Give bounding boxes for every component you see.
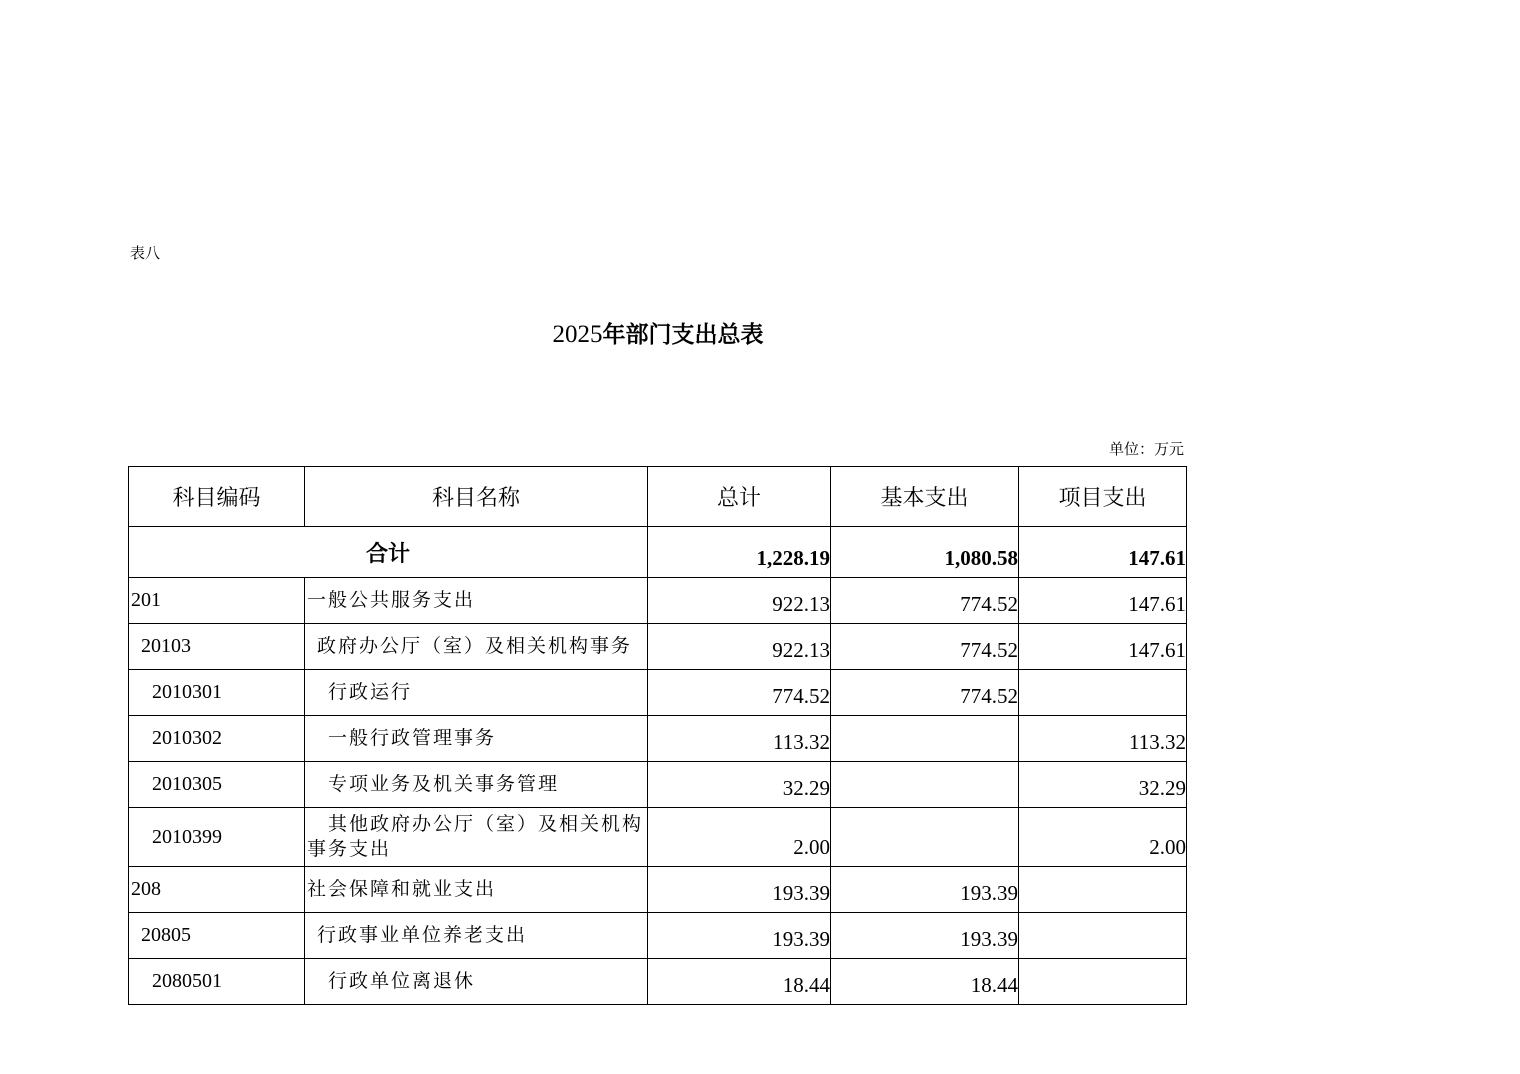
row-code: 201 (129, 578, 305, 624)
row-name: 一般行政管理事务 (305, 716, 648, 762)
unit-label: 单位：万元 (1108, 440, 1184, 458)
row-basic: 193.39 (831, 913, 1019, 959)
row-project (1019, 867, 1187, 913)
total-project: 147.61 (1019, 527, 1187, 578)
row-total: 922.13 (648, 578, 831, 624)
total-basic: 1,080.58 (831, 527, 1019, 578)
row-name: 专项业务及机关事务管理 (305, 762, 648, 808)
table-row (129, 762, 1187, 808)
row-basic (831, 716, 1019, 762)
header-code: 科目编码 (129, 467, 305, 527)
row-project: 147.61 (1019, 624, 1187, 670)
row-basic: 774.52 (831, 670, 1019, 716)
row-total: 922.13 (648, 624, 831, 670)
row-total: 193.39 (648, 867, 831, 913)
row-total: 774.52 (648, 670, 831, 716)
document-title (0, 316, 1316, 349)
row-project (1019, 959, 1187, 1005)
row-project (1019, 913, 1187, 959)
header-row (129, 467, 1187, 527)
table-row (129, 716, 1187, 762)
row-total: 2.00 (648, 808, 831, 867)
row-basic (831, 808, 1019, 867)
table-row (129, 867, 1187, 913)
row-code: 20103 (129, 624, 305, 670)
row-code: 208 (129, 867, 305, 913)
row-basic: 18.44 (831, 959, 1019, 1005)
row-project: 32.29 (1019, 762, 1187, 808)
row-total: 193.39 (648, 913, 831, 959)
row-total: 113.32 (648, 716, 831, 762)
row-name: 政府办公厅（室）及相关机构事务 (305, 624, 648, 670)
row-project: 2.00 (1019, 808, 1187, 867)
table-row (129, 578, 1187, 624)
row-project: 113.32 (1019, 716, 1187, 762)
row-code: 2080501 (129, 959, 305, 1005)
table-label: 表八 (130, 244, 161, 262)
row-code: 2010399 (129, 808, 305, 867)
table-row (129, 624, 1187, 670)
row-code: 2010301 (129, 670, 305, 716)
table-row (129, 808, 1187, 867)
row-total: 32.29 (648, 762, 831, 808)
row-basic: 774.52 (831, 624, 1019, 670)
row-name: 一般公共服务支出 (305, 578, 648, 624)
row-code: 20805 (129, 913, 305, 959)
row-basic (831, 762, 1019, 808)
row-name: 社会保障和就业支出 (305, 867, 648, 913)
header-basic: 基本支出 (831, 467, 1019, 527)
row-name-line2: 事务支出 (307, 838, 392, 860)
row-total: 18.44 (648, 959, 831, 1005)
total-label: 合计 (129, 527, 648, 578)
row-name-line1: 其他政府办公厅（室）及相关机构 (328, 813, 644, 835)
row-project: 147.61 (1019, 578, 1187, 624)
header-total: 总计 (648, 467, 831, 527)
header-project: 项目支出 (1019, 467, 1187, 527)
row-code: 2010302 (129, 716, 305, 762)
total-row (129, 527, 1187, 578)
row-name: 行政单位离退休 (305, 959, 648, 1005)
title-text: 年部门支出总表 (602, 322, 764, 348)
row-name: 行政运行 (305, 670, 648, 716)
row-project (1019, 670, 1187, 716)
row-basic: 774.52 (831, 578, 1019, 624)
total-total: 1,228.19 (648, 527, 831, 578)
title-year: 2025 (552, 321, 603, 348)
table-row (129, 670, 1187, 716)
table-row (129, 913, 1187, 959)
row-basic: 193.39 (831, 867, 1019, 913)
row-code: 2010305 (129, 762, 305, 808)
row-name: 行政事业单位养老支出 (305, 913, 648, 959)
header-name: 科目名称 (305, 467, 648, 527)
expenditure-table (128, 466, 1187, 1005)
row-name (305, 808, 648, 867)
table-row (129, 959, 1187, 1005)
